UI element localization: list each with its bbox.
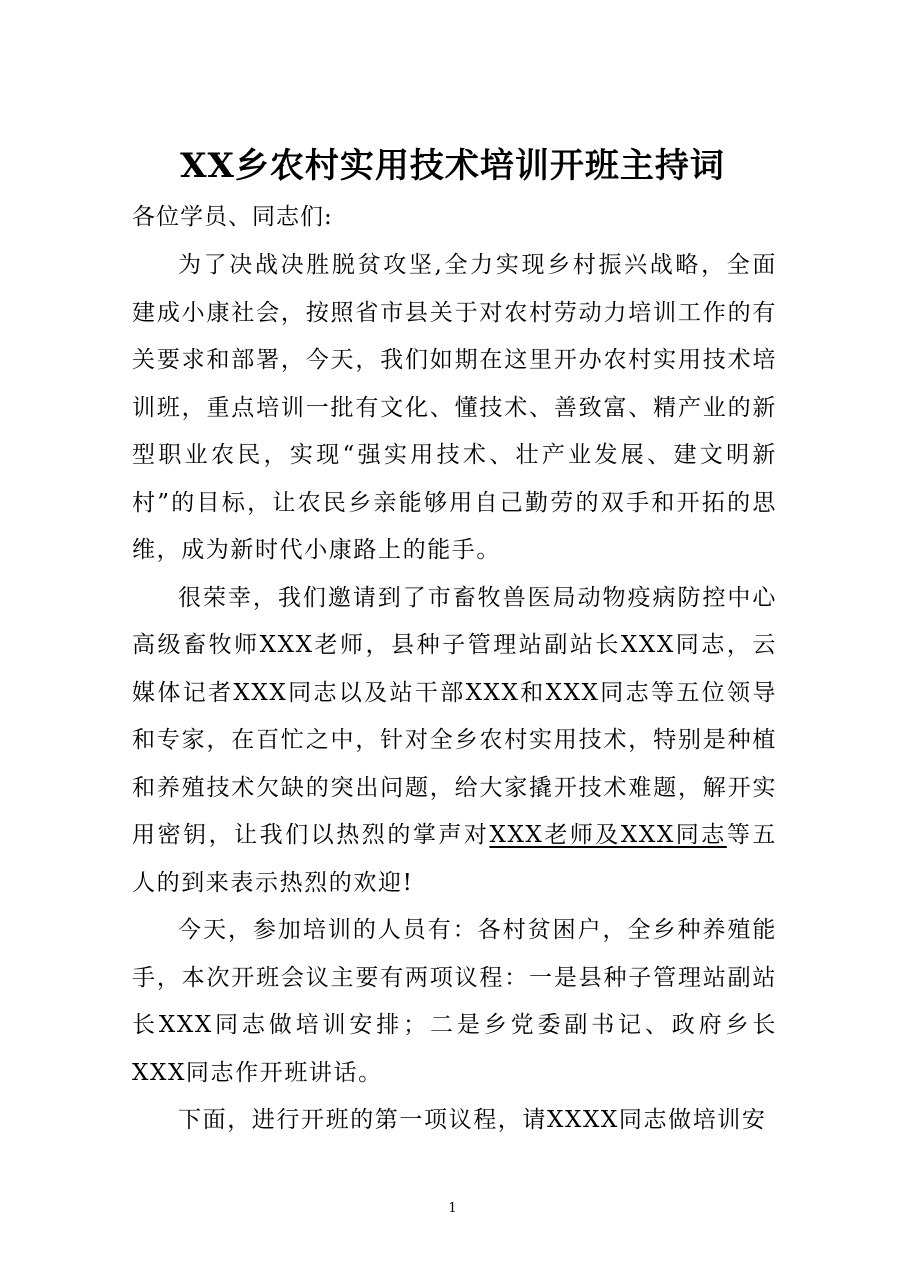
document-title: XX乡农村实用技术培训开班主持词	[180, 146, 725, 186]
paragraph-2-text-before: 很荣幸，我们邀请到了市畜牧兽医局动物疫病防控中心高级畜牧师XXX老师，县种子管理站副站长XXX同志，云媒体记者XXX同志以及站干部XXX和XXX同志等五位领导和专家，在百忙之中，针对全乡农村实用技术，特别是种植和养殖技术欠缺的突出问题，给大家撬开技术难题，解开实用密钥，让我们以热烈的掌声对	[132, 584, 777, 848]
page-number: 1	[448, 1201, 457, 1216]
document-body	[132, 242, 777, 1145]
paragraph-2-text-after: 等五人的到来表示热烈的欢迎!	[132, 822, 777, 896]
paragraph-4: 下面，进行开班的第一项议程，请XXXX同志做培训安	[178, 1107, 767, 1133]
paragraph-3: 今天，参加培训的人员有：各村贫困户，全乡种养殖能手，本次开班会议主要有两项议程：一是县种子管理站副站长XXX同志做培训安排；二是乡党委副书记、政府乡长XXX同志作开班讲话。	[132, 917, 777, 1086]
paragraph-1: 为了决战决胜脱贫攻坚,全力实现乡村振兴战略，全面建成小康社会，按照省市县关于对农村劳动力培训工作的有关要求和部署，今天，我们如期在这里开办农村实用技术培训班，重点培训一批有文化、懂技术、善致富、精产业的新型职业农民，实现“强实用技术、壮产业发展、建文明新村”的目标，让农民乡亲能够用自己勤劳的双手和开拓的思维，成为新时代小康路上的能手。	[132, 252, 777, 563]
salutation: 各位学员、同志们:	[132, 204, 333, 230]
paragraph-2	[132, 575, 777, 908]
underlined-names: XXX老师及XXX同志	[489, 822, 727, 848]
